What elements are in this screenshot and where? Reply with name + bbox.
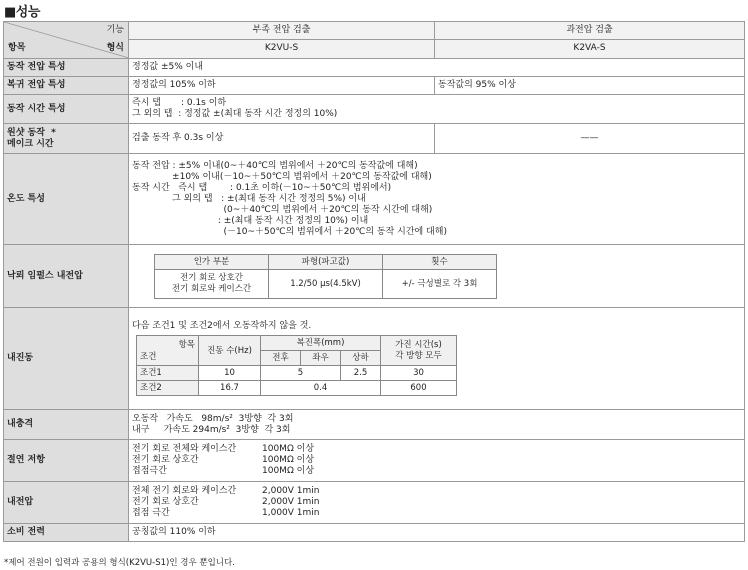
temperature-lines: [129, 154, 745, 245]
row-power: [4, 524, 745, 542]
vib-hdr-time1: 가진 시간(s): [395, 339, 442, 350]
temperature-line: : ±(최대 동작 시간 정정의 10%) 이내: [132, 215, 369, 226]
type-label: 형식: [106, 43, 124, 53]
row-withstand: [4, 482, 745, 524]
vib-hdr-item: 항목: [178, 339, 195, 350]
insulation-label: 절연 저항: [4, 440, 129, 482]
vib-c1-ud: 2.5: [341, 366, 381, 381]
impulse-subtable: [154, 254, 497, 299]
vib-c1-time: 30: [381, 366, 457, 381]
insulation-a0: 전기 회로 전체와 케이스간: [132, 444, 237, 454]
op-time-line1: 즉시 탭 : 0.1s 이하: [132, 98, 227, 108]
impulse-count: +/- 극성별로 각 3회: [383, 269, 497, 298]
temperature-line: (－10~＋50℃의 범위에서 ＋20℃의 동작 시간에 대해): [132, 226, 448, 237]
function-label: 기능: [106, 25, 124, 35]
footnote: *제어 전원이 입력과 공용의 형식(K2VU-S1)인 경우 뿐입니다.: [4, 558, 235, 568]
vib-hdr-freq: 진동 수(Hz): [199, 336, 261, 366]
temperature-line: 동작 전압 : ±5% 이내(0~＋40℃의 범위에서 ＋20℃의 동작값에 대해): [132, 160, 418, 171]
startup-value2: ——: [435, 124, 745, 154]
impulse-part2: 전기 회로와 케이스간: [171, 283, 252, 294]
power-label: 소비 전력: [4, 524, 129, 542]
reset-voltage-label: 복귀 전압 특성: [4, 77, 129, 95]
reset-voltage-value1: 정정값의 105% 이하: [129, 77, 435, 95]
row-op-time: [4, 95, 745, 124]
vib-hdr-fb: 전후: [261, 351, 301, 366]
row-shock: [4, 410, 745, 440]
temperature-line: (0~＋40℃의 범위에서 ＋20℃의 동작 시간에 대해): [132, 204, 433, 215]
withstand-a0: 전체 전기 회로와 케이스간: [132, 486, 237, 496]
startup-value1: 검출 동작 후 0.3s 이상: [129, 124, 435, 154]
vibration-subtable: [136, 335, 457, 396]
insulation-a1: 전기 회로 상호간: [132, 455, 199, 465]
row-insulation: [4, 440, 745, 482]
shock-line1: 오동작 가속도 98m/s² 3방향 각 3회: [132, 413, 294, 424]
temperature-line: ±10% 이내(－10~＋50℃의 범위에서 ＋20℃의 동작값에 대해): [132, 171, 432, 182]
vibration-label: 내진동: [4, 308, 129, 410]
temperature-line: 동작 시간 즉시 탭 : 0.1초 이하(－10~＋50℃의 범위에서): [132, 182, 392, 193]
row-reset-voltage: [4, 77, 745, 95]
withstand-b2: 1,000V 1min: [262, 508, 320, 518]
header-corner: [4, 22, 129, 59]
insulation-b2: 100MΩ 이상: [262, 466, 315, 476]
op-voltage-value: 정정값 ±5% 이내: [129, 59, 745, 77]
vib-c2-name: 조건2: [137, 381, 199, 396]
vib-c2-freq: 16.7: [199, 381, 261, 396]
vib-c1-amp: 5: [261, 366, 341, 381]
vib-hdr-amp: 복진폭(mm): [261, 336, 381, 351]
impulse-waveform: 1.2/50 μs(4.5kV): [269, 269, 383, 298]
vib-hdr-ud: 상하: [341, 351, 381, 366]
impulse-hdr-count: 횟수: [383, 254, 497, 269]
impulse-hdr-waveform: 파형(파고값): [269, 254, 383, 269]
startup-label2: 메이크 시간: [7, 138, 54, 149]
insulation-b0: 100MΩ 이상: [262, 444, 315, 454]
withstand-a2: 접점 극간: [132, 508, 170, 518]
vib-hdr-time2: 각 방향 모두: [395, 350, 442, 361]
row-impulse: [4, 245, 745, 308]
insulation-a2: 접점극간: [132, 466, 167, 476]
vib-c1-freq: 10: [199, 366, 261, 381]
vib-c2-time: 600: [381, 381, 457, 396]
performance-table: [3, 21, 745, 542]
withstand-a1: 전기 회로 상호간: [132, 497, 199, 507]
col1-title: 부족 전압 검출: [129, 22, 434, 40]
impulse-label: 낙뢰 임펄스 내전압: [4, 245, 129, 308]
reset-voltage-value2: 동작값의 95% 이상: [435, 77, 745, 95]
op-time-label: 동작 시간 특성: [4, 95, 129, 124]
vib-hdr-lr: 좌우: [301, 351, 341, 366]
vib-c2-amp: 0.4: [261, 381, 381, 396]
vib-hdr-cond: 조건: [140, 351, 157, 362]
section-title: ■성능: [4, 5, 40, 20]
shock-label: 내충격: [4, 410, 129, 440]
vibration-intro: 다음 조건1 및 조건2에서 오동작하지 않을 것.: [132, 321, 312, 331]
op-time-line2: 그 외의 탭 : 정정값 ±(최대 동작 시간 정정의 10%): [132, 109, 338, 119]
item-label: 항목: [8, 43, 26, 53]
op-voltage-label: 동작 전압 특성: [4, 59, 129, 77]
col2-type: K2VA-S: [573, 43, 606, 53]
shock-line2: 내구 가속도 294m/s² 3방향 각 3회: [132, 424, 291, 435]
startup-label1: 원샷 동작 *: [7, 127, 56, 138]
row-op-voltage: [4, 59, 745, 77]
withstand-b1: 2,000V 1min: [262, 497, 320, 507]
temperature-label: 온도 특성: [4, 154, 129, 245]
col1-type: K2VU-S: [264, 43, 299, 53]
withstand-b0: 2,000V 1min: [262, 486, 320, 496]
withstand-label: 내전압: [4, 482, 129, 524]
impulse-part1: 전기 회로 상호간: [180, 272, 243, 283]
vib-c1-name: 조건1: [137, 366, 199, 381]
temperature-line: 그 외의 탭 : ±(최대 동작 시간 정정의 5%) 이내: [132, 193, 366, 204]
row-temperature: [4, 154, 745, 245]
table-header-row: [4, 22, 745, 59]
row-startup: [4, 124, 745, 154]
impulse-hdr-part: 인가 부분: [155, 254, 269, 269]
row-vibration: [4, 308, 745, 410]
insulation-b1: 100MΩ 이상: [262, 455, 315, 465]
col2-title: 과전압 검출: [435, 22, 744, 40]
power-value: 공칭값의 110% 이하: [129, 524, 745, 542]
